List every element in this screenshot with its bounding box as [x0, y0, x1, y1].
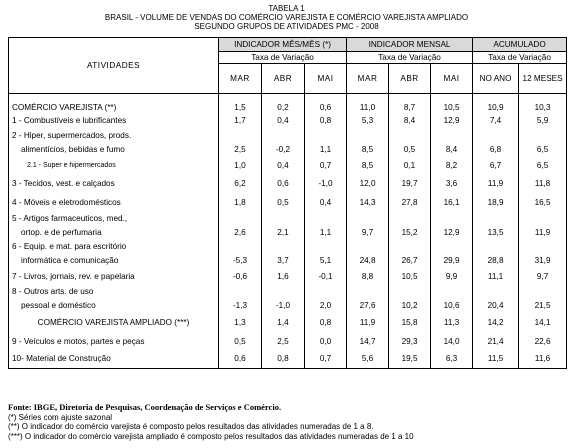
- cell-value: 8,5: [347, 143, 389, 157]
- table-row: [9, 226, 567, 240]
- cell-value: 11,8: [519, 175, 567, 193]
- cell-value: 22,6: [519, 333, 567, 350]
- cell-value: 2,1: [262, 226, 305, 240]
- cell-value: 15,2: [389, 226, 431, 240]
- cell-value: 0,8: [305, 112, 347, 129]
- cell-value: 26,7: [389, 254, 431, 268]
- cell-value: 11,0: [347, 94, 389, 112]
- cell-value: 6,8: [473, 143, 519, 157]
- row-label: 9 - Veículos e motos, partes e peças: [9, 333, 219, 350]
- cell-value: 12,9: [431, 112, 473, 129]
- cell-value: 1,5: [219, 94, 262, 112]
- cell-value: -5,3: [219, 254, 262, 268]
- cell-value: 31,9: [519, 254, 567, 268]
- cell-value: 14,3: [347, 193, 389, 212]
- cell-value: 6,7: [473, 157, 519, 175]
- col-header: ABR: [389, 64, 431, 94]
- col-header: MAR: [347, 64, 389, 94]
- cell-value: 10,2: [389, 299, 431, 313]
- subheader-taxa-3: Taxa de Variação: [473, 52, 567, 64]
- cell-value: 11,3: [431, 313, 473, 333]
- cell-value: 1,6: [262, 268, 305, 285]
- cell-value: 8,7: [389, 94, 431, 112]
- footnote: (*) Séries com ajuste sazonal: [8, 412, 113, 422]
- row-label: COMÉRCIO VAREJISTA AMPLIADO (***): [9, 313, 219, 333]
- row-label: 5 - Artigos farmaceuticos, med.,: [9, 212, 219, 226]
- row-label: 2.1 - Super e hipermercados: [9, 157, 219, 175]
- col-header: MAR: [219, 64, 262, 94]
- cell-value: 0,5: [389, 143, 431, 157]
- row-label: 3 - Tecidos, vest. e calçados: [9, 175, 219, 193]
- cell-value: 0,6: [305, 94, 347, 112]
- cell-value: 16,5: [519, 193, 567, 212]
- col-header: 12 MESES: [519, 64, 567, 94]
- row-label-continuation: ortop. e de perfumaria: [9, 226, 219, 240]
- cell-value: 21,5: [519, 299, 567, 313]
- cell-value: 2,0: [305, 299, 347, 313]
- cell-value: 5,1: [305, 254, 347, 268]
- col-header: MAI: [305, 64, 347, 94]
- table-row: [9, 350, 567, 369]
- cell-value: -1,3: [219, 299, 262, 313]
- table-row: [9, 268, 567, 285]
- table-number: TABELA 1: [268, 4, 305, 13]
- cell-value: 27,6: [347, 299, 389, 313]
- table-row: [9, 143, 567, 157]
- cell-value: 8,5: [347, 157, 389, 175]
- cell-value: 16,1: [431, 193, 473, 212]
- table-title-block: [0, 4, 573, 31]
- cell-value: 0,5: [219, 333, 262, 350]
- footnote: (***) O indicador do comércio varejista ampliado é composto pelos resultados das atividades numeradas de 1 a 10: [8, 431, 414, 441]
- cell-value: 5,9: [519, 112, 567, 129]
- row-label-continuation: informática e comunicação: [9, 254, 219, 268]
- cell-value: 14,1: [519, 313, 567, 333]
- cell-value: 11,5: [473, 350, 519, 369]
- table-row: [9, 112, 567, 129]
- cell-value: 0,4: [262, 112, 305, 129]
- table-row: [9, 212, 567, 226]
- cell-value: 11,9: [473, 175, 519, 193]
- cell-value: 0,0: [305, 333, 347, 350]
- col-header: NO ANO: [473, 64, 519, 94]
- cell-value: 1,1: [305, 226, 347, 240]
- cell-value: 6,3: [431, 350, 473, 369]
- cell-value: 6,5: [519, 157, 567, 175]
- cell-value: 3,7: [262, 254, 305, 268]
- subheader-taxa-2: Taxa de Variação: [347, 52, 473, 64]
- table-subtitle: SEGUNDO GRUPOS DE ATIVIDADES PMC - 2008: [194, 22, 379, 31]
- cell-value: 1,4: [262, 313, 305, 333]
- cell-value: 1,8: [219, 193, 262, 212]
- cell-value: 14,7: [347, 333, 389, 350]
- cell-value: -1,0: [305, 175, 347, 193]
- cell-value: 11,6: [519, 350, 567, 369]
- cell-value: 15,8: [389, 313, 431, 333]
- row-label: 6 - Equip. e mat. para escritório: [9, 240, 219, 254]
- table-row: [9, 254, 567, 268]
- cell-value: 1,3: [219, 313, 262, 333]
- cell-value: 12,9: [431, 226, 473, 240]
- cell-value: 20,4: [473, 299, 519, 313]
- cell-value: 29,9: [431, 254, 473, 268]
- col-header: MAI: [431, 64, 473, 94]
- table-row: [9, 333, 567, 350]
- cell-value: 10,6: [431, 299, 473, 313]
- row-label-continuation: alimentícios, bebidas e fumo: [9, 143, 219, 157]
- header-indicador-mensal: INDICADOR MENSAL: [347, 38, 473, 52]
- cell-value: 7,4: [473, 112, 519, 129]
- cell-value: 0,8: [305, 313, 347, 333]
- cell-value: 21,4: [473, 333, 519, 350]
- cell-value: 12,0: [347, 175, 389, 193]
- cell-value: 11,9: [519, 226, 567, 240]
- cell-value: 14,0: [431, 333, 473, 350]
- cell-value: 8,2: [431, 157, 473, 175]
- cell-value: 19,7: [389, 175, 431, 193]
- row-label: 1 - Combustíveis e lubrificantes: [9, 112, 219, 129]
- header-indicador-mes-mes: INDICADOR MÊS/MÊS (*): [219, 38, 347, 52]
- table-row: [9, 285, 567, 299]
- cell-value: 1,0: [219, 157, 262, 175]
- header-atividades: ATIVIDADES: [9, 38, 219, 94]
- cell-value: 0,7: [305, 157, 347, 175]
- cell-value: 0,1: [389, 157, 431, 175]
- cell-value: -1,0: [262, 299, 305, 313]
- cell-value: 5,6: [347, 350, 389, 369]
- cell-value: 14,2: [473, 313, 519, 333]
- cell-value: 0,4: [305, 193, 347, 212]
- cell-value: -0,2: [262, 143, 305, 157]
- table-row: [9, 313, 567, 333]
- row-label: 2 - Hiper, supermercados, prods.: [9, 129, 219, 143]
- cell-value: 10,5: [431, 94, 473, 112]
- cell-value: 0,5: [262, 193, 305, 212]
- sales-volume-table: [8, 37, 567, 369]
- table-row: [9, 193, 567, 212]
- cell-value: 0,4: [262, 157, 305, 175]
- cell-value: 10,5: [389, 268, 431, 285]
- row-label: 4 - Móveis e eletrodomésticos: [9, 193, 219, 212]
- cell-value: 8,4: [431, 143, 473, 157]
- cell-value: 19,5: [389, 350, 431, 369]
- cell-value: 28,8: [473, 254, 519, 268]
- cell-value: 0,2: [262, 94, 305, 112]
- table-row: [9, 129, 567, 143]
- cell-value: 9,7: [347, 226, 389, 240]
- cell-value: 0,7: [305, 350, 347, 369]
- cell-value: 11,1: [473, 268, 519, 285]
- table-title: BRASIL - VOLUME DE VENDAS DO COMÉRCIO VAREJISTA E COMÉRCIO VAREJISTA AMPLIADO: [104, 13, 469, 22]
- header-acumulado: ACUMULADO: [473, 38, 567, 52]
- cell-value: 1,1: [305, 143, 347, 157]
- cell-value: 29,3: [389, 333, 431, 350]
- table-row: [9, 157, 567, 175]
- table-row: [9, 94, 567, 112]
- cell-value: 8,8: [347, 268, 389, 285]
- row-label: 8 - Outros arts. de uso: [9, 285, 219, 299]
- table-row: [9, 299, 567, 313]
- cell-value: 0,8: [262, 350, 305, 369]
- cell-value: 0,6: [262, 175, 305, 193]
- cell-value: 9,7: [519, 268, 567, 285]
- cell-value: -0,1: [305, 268, 347, 285]
- cell-value: 9,9: [431, 268, 473, 285]
- row-label: COMÉRCIO VAREJISTA (**): [9, 94, 219, 112]
- cell-value: 8,4: [389, 112, 431, 129]
- row-label-continuation: pessoal e doméstico: [9, 299, 219, 313]
- cell-value: 2,5: [262, 333, 305, 350]
- cell-value: 10,9: [473, 94, 519, 112]
- table-row: [9, 240, 567, 254]
- table-footer: [8, 403, 414, 441]
- cell-value: 18,9: [473, 193, 519, 212]
- col-header: ABR: [262, 64, 305, 94]
- source-note: Fonte: IBGE, Diretoria de Pesquisas, Coordenação de Serviços e Comércio.: [8, 402, 282, 412]
- cell-value: 27,8: [389, 193, 431, 212]
- cell-value: 13,5: [473, 226, 519, 240]
- subheader-taxa-1: Taxa de Variação: [219, 52, 347, 64]
- cell-value: 1,7: [219, 112, 262, 129]
- cell-value: 3,6: [431, 175, 473, 193]
- cell-value: 2,5: [219, 143, 262, 157]
- cell-value: 6,2: [219, 175, 262, 193]
- cell-value: 0,6: [219, 350, 262, 369]
- cell-value: 5,3: [347, 112, 389, 129]
- cell-value: 24,8: [347, 254, 389, 268]
- cell-value: 2,6: [219, 226, 262, 240]
- row-label: 10- Material de Construção: [9, 350, 219, 369]
- footnote: (**) O indicador do comércio varejista é composto pelos resultados das atividades numeradas de 1 a 8.: [8, 422, 374, 431]
- row-label: 7 - Livros, jornais, rev. e papelaria: [9, 268, 219, 285]
- table-row: [9, 175, 567, 193]
- cell-value: -0,6: [219, 268, 262, 285]
- cell-value: 6,5: [519, 143, 567, 157]
- cell-value: 11,9: [347, 313, 389, 333]
- cell-value: 10,3: [519, 94, 567, 112]
